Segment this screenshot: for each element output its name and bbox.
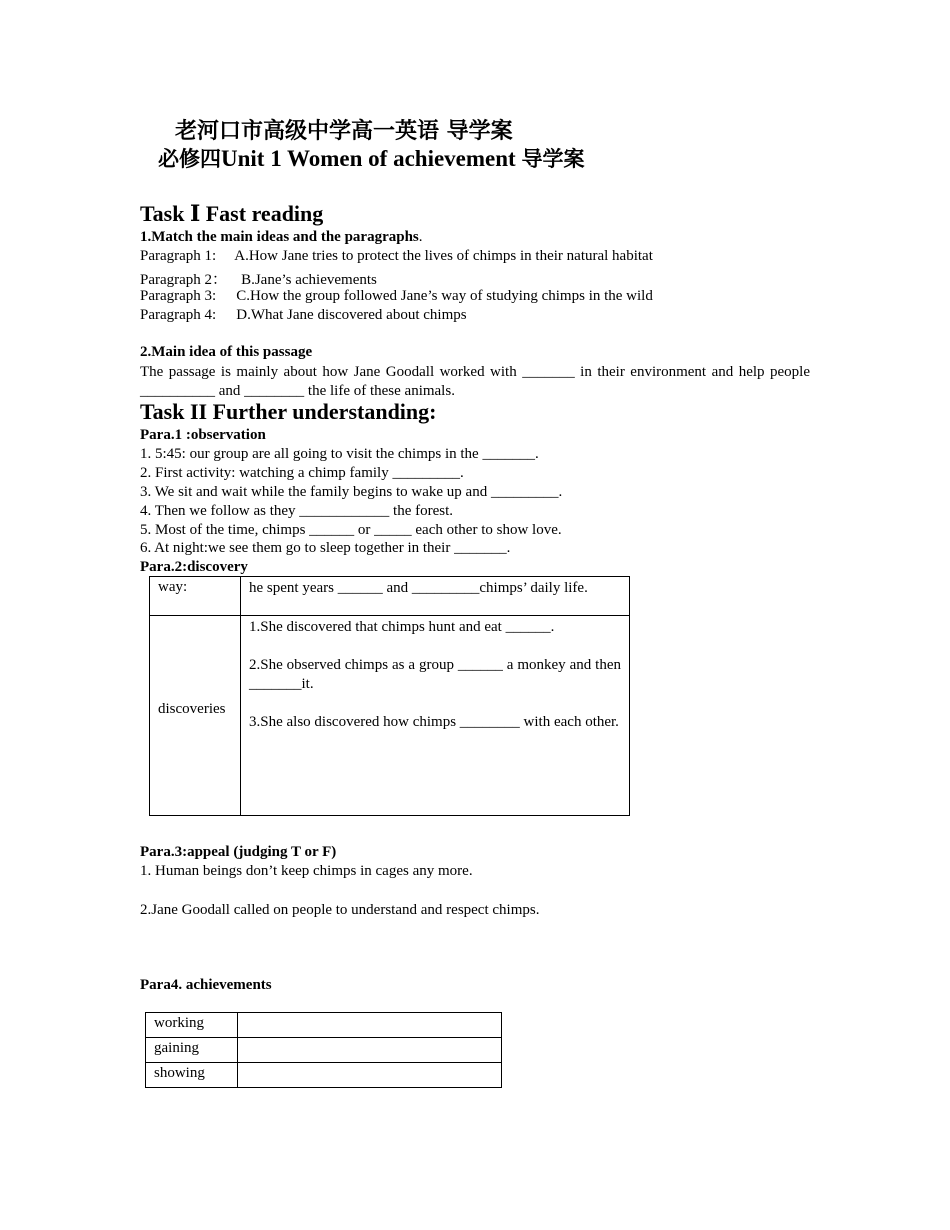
paragraph-idea: A.How Jane tries to protect the lives of chimps in their natural habitat (234, 248, 653, 264)
achievement-answer-cell (238, 1013, 502, 1038)
discoveries-cell (241, 616, 630, 816)
discovery-table (149, 576, 630, 816)
paragraph-match-row (140, 248, 653, 265)
achievement-answer-cell (238, 1038, 502, 1063)
table-row (146, 1013, 502, 1038)
paragraph-label: Paragraph 3: (140, 288, 217, 304)
unit-suffix: 导学案 (521, 147, 585, 171)
table-row (150, 616, 630, 816)
paragraph-idea: B.Jane’s achievements (241, 272, 377, 288)
achievements-table (145, 1012, 502, 1088)
para1-item: 3. We sit and wait while the family begins to wake up and _________. (140, 484, 563, 500)
achievement-label-cell: showing (146, 1063, 238, 1088)
para1-item: 4. Then we follow as they ____________ the forest. (140, 503, 454, 519)
paragraph-idea: C.How the group followed Jane’s way of studying chimps in the wild (236, 288, 653, 304)
discovery-item: 3.She also discovered how chimps ________ with each other. (249, 714, 619, 730)
task1-heading: Task Ⅰ Fast reading (140, 201, 324, 226)
para4-title: Para4. achievements (140, 977, 272, 993)
paragraph-label: Paragraph 1: (140, 248, 217, 264)
paragraph-match-row (140, 268, 377, 289)
task2-heading: Task II Further understanding: (140, 399, 437, 424)
para1-item: 6. At night:we see them go to sleep together in their _______. (140, 540, 511, 556)
way-label-cell: way: (150, 577, 241, 616)
achievement-label-cell: working (146, 1013, 238, 1038)
achievement-answer-cell (238, 1063, 502, 1088)
paragraph-label: Paragraph 2： (140, 272, 228, 288)
unit-title (158, 143, 584, 173)
paragraph-match-row (140, 288, 653, 305)
unit-prefix: 必修四 (158, 147, 221, 171)
para3-item: 2.Jane Goodall called on people to understand and respect chimps. (140, 902, 540, 918)
discoveries-label-cell: discoveries (150, 616, 241, 816)
task1-q2-title: 2.Main idea of this passage (140, 344, 313, 360)
para1-item: 5. Most of the time, chimps ______ or _____ each other to show love. (140, 522, 562, 538)
paragraph-idea: D.What Jane discovered about chimps (236, 307, 467, 323)
para3-item: 1. Human beings don’t keep chimps in cages any more. (140, 863, 473, 879)
para1-item: 2. First activity: watching a chimp family _________. (140, 465, 464, 481)
table-row (146, 1063, 502, 1088)
task1-q1-title (140, 229, 423, 246)
q1-title-dot: . (418, 229, 423, 245)
paragraph-label: Paragraph 4: (140, 307, 217, 323)
para1-item: 1. 5:45: our group are all going to visit the chimps in the _______. (140, 446, 539, 462)
para2-title: Para.2:discovery (140, 559, 248, 575)
discovery-item: 2.She observed chimps as a group ______ a monkey and then _______it. (249, 657, 621, 692)
q1-title-text: 1.Match the main ideas and the paragraphs (140, 229, 419, 245)
para3-title: Para.3:appeal (judging T or F) (140, 844, 337, 860)
table-row (150, 577, 630, 616)
paragraph-match-row (140, 307, 467, 324)
way-text-cell: he spent years ______ and _________chimps’ daily life. (241, 577, 630, 616)
unit-name: Unit 1 Women of achievement (221, 146, 516, 171)
para1-title: Para.1 :observation (140, 427, 266, 443)
task1-q2-text: The passage is mainly about how Jane Goodall worked with _______ in their environment and help people __________ and ________ the life of these animals. (140, 364, 810, 399)
school-title: 老河口市高级中学高一英语 导学案 (175, 119, 513, 144)
discovery-item: 1.She discovered that chimps hunt and eat ______. (249, 619, 555, 635)
table-row (146, 1038, 502, 1063)
achievement-label-cell: gaining (146, 1038, 238, 1063)
